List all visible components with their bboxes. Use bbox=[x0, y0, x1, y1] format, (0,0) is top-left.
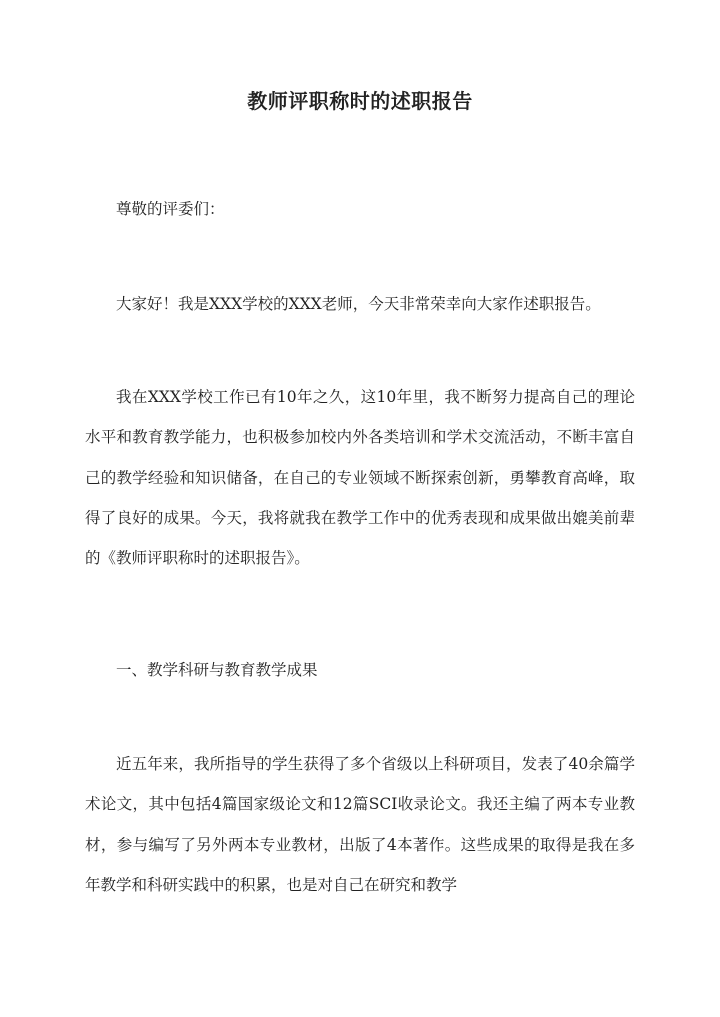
body-paragraph-1: 我在XXX学校工作已有10年之久，这10年里，我不断努力提高自己的理论水平和教育教学能力，也积极参加校内外各类培训和学术交流活动，不断丰富自己的教学经验和知识储备，在自己的专业领域不断探索创新，勇攀教育高峰，取得了良好的成果。今天，我将就我在教学工作中的优秀表现和成果做出媲美前辈的《教师评职称时的述职报告》。 bbox=[85, 388, 635, 568]
document-title: 教师评职称时的述职报告 bbox=[247, 89, 473, 113]
body-paragraph-2: 近五年来，我所指导的学生获得了多个省级以上科研项目，发表了40余篇学术论文，其中包括4篇国家级论文和12篇SCI收录论文。我还主编了两本专业教材，参与编写了另外两本专业教材，出版了4本著作。这些成果的取得是我在多年教学和科研实践中的积累，也是对自己在研究和教学 bbox=[85, 755, 635, 894]
intro-paragraph: 大家好！我是XXX学校的XXX老师，今天非常荣幸向大家作述职报告。 bbox=[116, 295, 601, 313]
greeting-paragraph: 尊敬的评委们： bbox=[116, 200, 225, 218]
section-heading-1: 一、教学科研与教育教学成果 bbox=[116, 661, 318, 679]
